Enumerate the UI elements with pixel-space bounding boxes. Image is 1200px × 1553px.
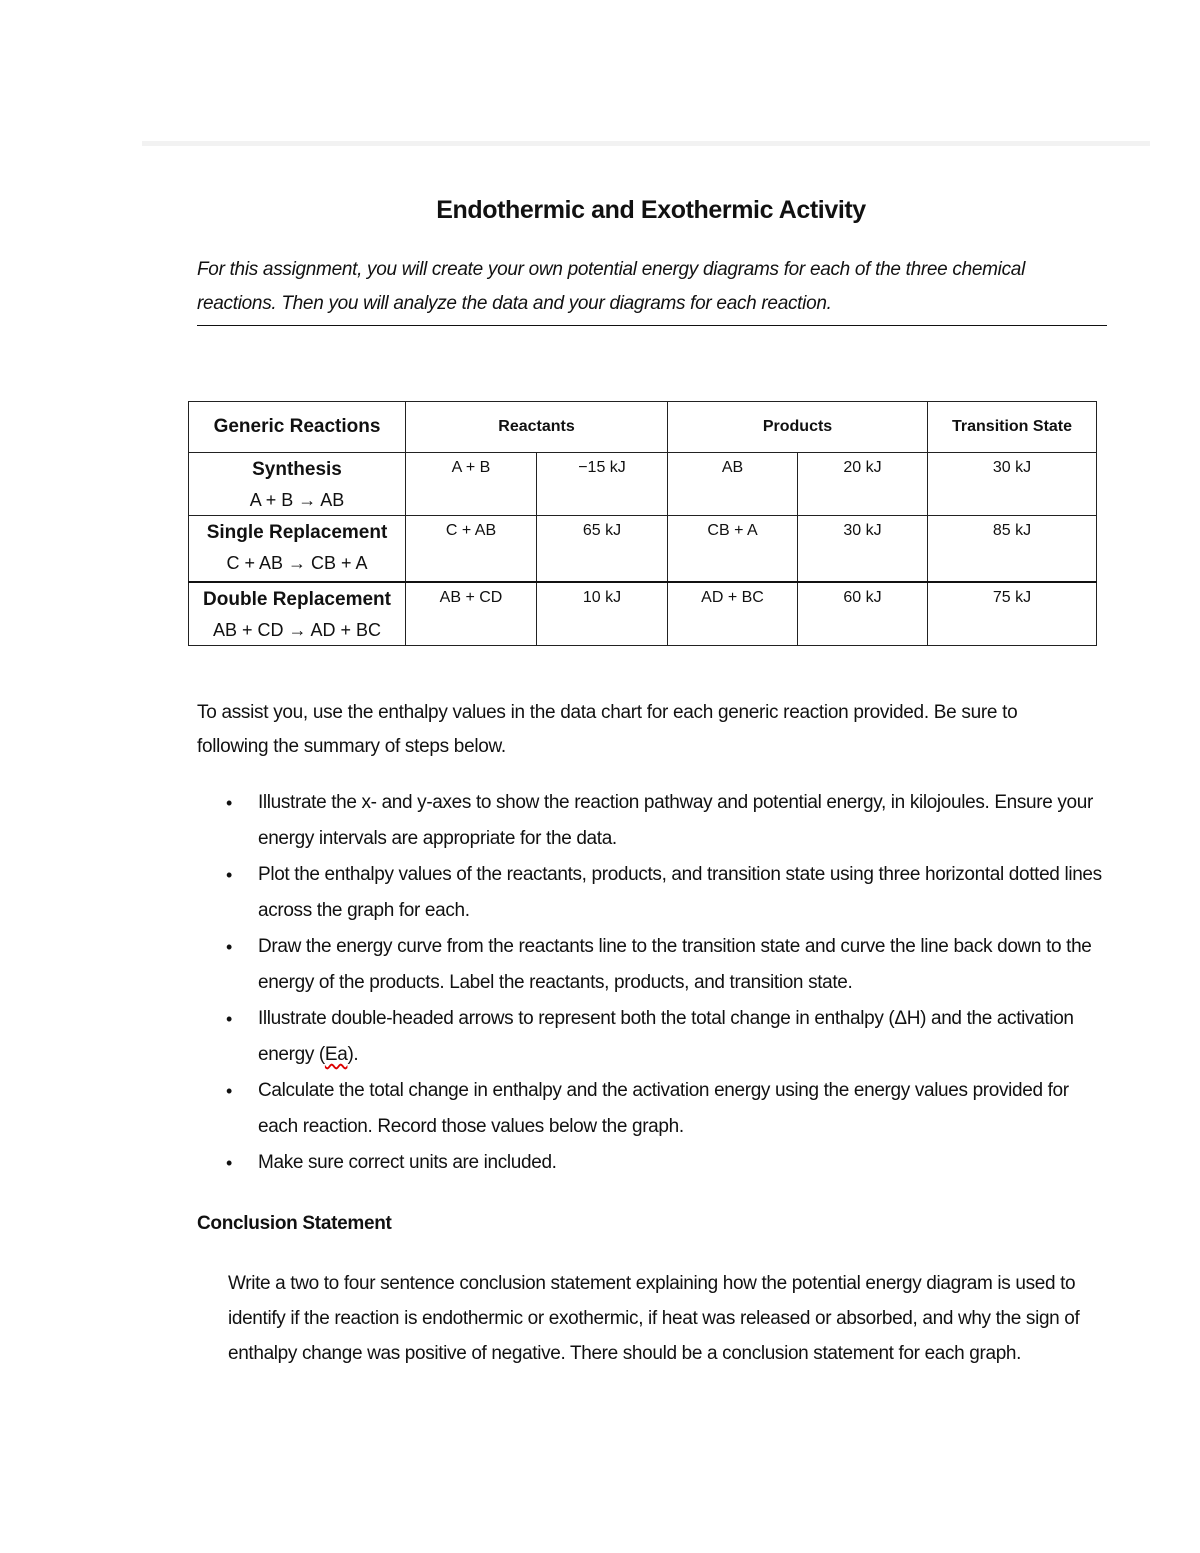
list-item	[226, 929, 1106, 1001]
list-item	[226, 785, 1106, 857]
reactant-formula: C + AB	[406, 516, 537, 582]
bullet-icon: •	[226, 793, 232, 813]
reactant-formula: AB + CD	[406, 582, 537, 646]
bullet-icon: •	[226, 865, 232, 885]
reactant-energy: −15 kJ	[537, 453, 668, 516]
product-energy: 60 kJ	[798, 582, 928, 646]
step-text: Draw the energy curve from the reactants line to the transition state and curve the line back down to the energy of the products. Label the reactants, products, and transition state.	[258, 936, 1092, 993]
reactant-formula: A + B	[406, 453, 537, 516]
transition-energy: 85 kJ	[928, 516, 1097, 582]
table-row	[189, 453, 1097, 516]
reaction-cell	[189, 453, 406, 516]
header-transition-state: Transition State	[928, 402, 1097, 453]
header-reactants: Reactants	[406, 402, 668, 453]
table-header-row	[189, 402, 1097, 453]
bullet-icon: •	[226, 937, 232, 957]
step-text: Plot the enthalpy values of the reactants, products, and transition state using three horizontal dotted lines across the graph for each.	[258, 864, 1102, 921]
list-item	[226, 1073, 1106, 1145]
step-text: Illustrate double-headed arrows to represent both the total change in enthalpy (ΔH) and the activation	[258, 1008, 1074, 1029]
list-item	[226, 1145, 1106, 1181]
energy-prefix: energy (	[258, 1044, 325, 1065]
reaction-name: Single Replacement	[206, 522, 388, 543]
header-generic-reactions: Generic Reactions	[189, 402, 406, 453]
table-row	[189, 582, 1097, 646]
assist-paragraph: To assist you, use the enthalpy values in the data chart for each generic reaction provided. Be sure to following the summary of steps below.	[197, 702, 1018, 757]
intro-text: For this assignment, you will create your own potential energy diagrams for each of the three chemical reactions. Then you will analyze the data and your diagrams for each reaction.	[197, 253, 1107, 326]
reactant-energy: 10 kJ	[537, 582, 668, 646]
steps-list	[226, 785, 1106, 1181]
reactant-energy: 65 kJ	[537, 516, 668, 582]
product-energy: 20 kJ	[798, 453, 928, 516]
reaction-equation: AB + CD → AD + BC	[212, 619, 382, 640]
product-formula: CB + A	[668, 516, 798, 582]
step-text-continued	[258, 1044, 358, 1065]
list-item	[226, 857, 1106, 929]
bullet-icon: •	[226, 1153, 232, 1173]
bullet-icon: •	[226, 1009, 232, 1029]
activation-energy-symbol: Ea	[324, 1044, 348, 1065]
reaction-data-table	[188, 401, 1097, 646]
step-text: Calculate the total change in enthalpy and the activation energy using the energy values provided for each reaction. Record those values below the graph.	[258, 1080, 1069, 1137]
reaction-equation: C + AB → CB + A	[226, 553, 368, 573]
reaction-cell	[189, 516, 406, 582]
energy-suffix: ).	[347, 1044, 359, 1065]
product-formula: AD + BC	[668, 582, 798, 646]
step-text: Make sure correct units are included.	[258, 1152, 557, 1173]
product-formula: AB	[668, 453, 798, 516]
reaction-name: Synthesis	[252, 459, 342, 480]
reaction-equation: A + B → AB	[249, 490, 345, 510]
reaction-name: Double Replacement	[203, 588, 391, 610]
product-energy: 30 kJ	[798, 516, 928, 582]
transition-energy: 75 kJ	[928, 582, 1097, 646]
list-item	[226, 1001, 1106, 1073]
bullet-icon: •	[226, 1081, 232, 1101]
table-row	[189, 516, 1097, 582]
transition-energy: 30 kJ	[928, 453, 1097, 516]
conclusion-text: Write a two to four sentence conclusion statement explaining how the potential energy diagram is used to identify if the reaction is endothermic or exothermic, if heat was released or absorbed, and why the sign of enthalpy change was positive of negative. There should be a conclusion statement for each graph.	[228, 1273, 1080, 1364]
conclusion-heading: Conclusion Statement	[197, 1213, 392, 1234]
page-top-divider	[142, 141, 1150, 146]
step-text: Illustrate the x- and y-axes to show the reaction pathway and potential energy, in kilojoules. Ensure your energy intervals are appropriate for the data.	[258, 792, 1093, 849]
page-title: Endothermic and Exothermic Activity	[436, 196, 866, 224]
header-products: Products	[668, 402, 928, 453]
reaction-cell	[189, 582, 406, 646]
